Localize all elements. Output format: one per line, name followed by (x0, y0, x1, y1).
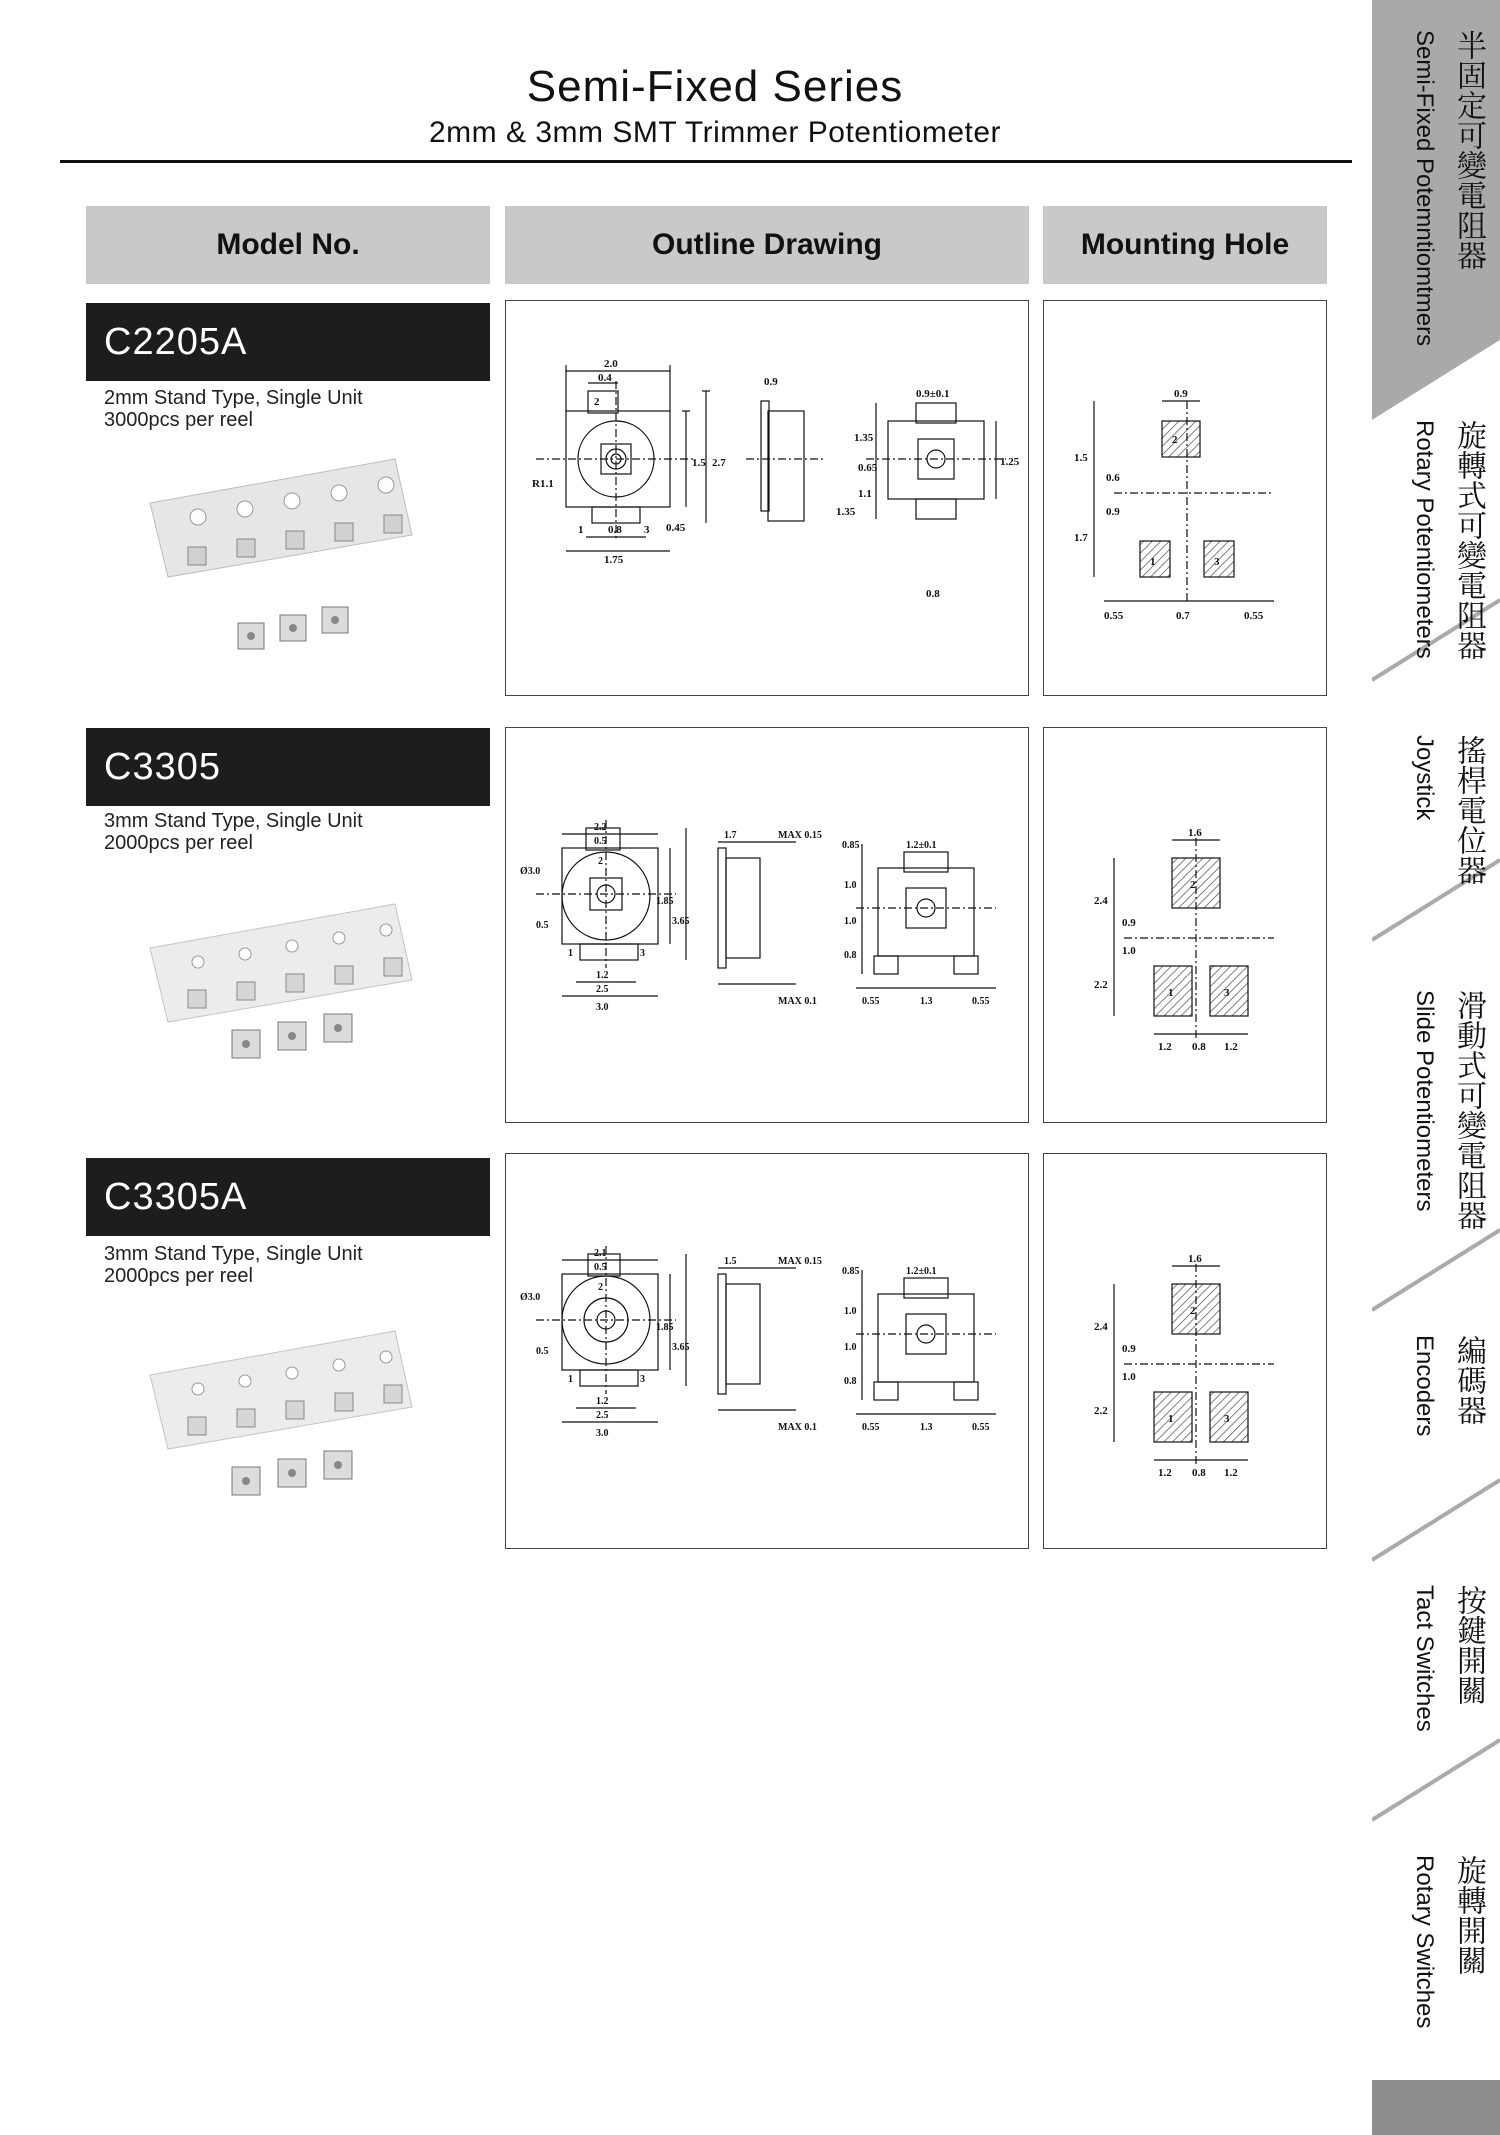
dim-label: 1.0 (844, 1306, 857, 1317)
dim-label: 1.2 (1224, 1041, 1238, 1053)
dim-label: 2 (1172, 434, 1178, 446)
tab-label-zh: 旋轉開關 (1451, 1855, 1486, 1975)
dim-label: 2.7 (712, 457, 726, 469)
dim-label: 2.5 (596, 984, 609, 995)
model-description (104, 1243, 363, 1287)
dim-label: 1.6 (1188, 827, 1202, 839)
description-line: 2mm Stand Type, Single Unit (104, 387, 363, 409)
dim-label: 1.0 (1122, 1371, 1136, 1383)
dim-label: 2 (598, 856, 603, 867)
dim-label: 1.85 (656, 1322, 674, 1333)
tab-label-zh: 半固定可變電阻器 (1451, 30, 1486, 270)
dim-label: 0.55 (862, 996, 880, 1007)
dim-label: 0.9±0.1 (916, 388, 950, 400)
dim-label: 0.9 (764, 376, 778, 388)
dim-label: 1.2±0.1 (906, 1266, 937, 1277)
side-tab-semi-fixed[interactable] (1372, 30, 1500, 420)
dim-label: 1.35 (854, 432, 874, 444)
dim-label: 2.4 (1094, 895, 1108, 907)
tab-label-en: Tact Switches (1411, 1585, 1438, 1732)
dim-label: 3 (1224, 1413, 1230, 1425)
dim-label: 0.8 (1192, 1467, 1206, 1479)
dim-label: Ø3.0 (520, 1292, 541, 1303)
dim-label: 1.0 (844, 880, 857, 891)
dim-label: 0.8 (844, 950, 857, 961)
side-tab-footer (1372, 2080, 1500, 2135)
product-photo-c2205a (140, 455, 430, 665)
dim-label: 1.75 (604, 554, 624, 566)
dim-label: 0.85 (842, 840, 860, 851)
title-rule (60, 160, 1352, 163)
dim-label: 1.1 (858, 488, 872, 500)
dim-label: 2.5 (596, 1410, 609, 1421)
dim-label: 0.5 (594, 836, 607, 847)
tab-label-zh: 按鍵開關 (1451, 1585, 1486, 1705)
dim-label: 1 (1168, 987, 1174, 999)
outline-column-header: Outline Drawing (505, 206, 1029, 284)
model-description (104, 810, 363, 854)
dim-label: 0.65 (858, 462, 878, 474)
dim-label: 2 (598, 1282, 603, 1293)
dim-label: 1.2 (596, 1396, 609, 1407)
dim-label: 1.2±0.1 (906, 840, 937, 851)
mounting-column-header: Mounting Hole (1043, 206, 1327, 284)
tab-label-en: Encoders (1411, 1335, 1438, 1437)
dim-label: 1.2 (1158, 1041, 1172, 1053)
dim-label: 1 (568, 948, 573, 959)
dim-label: 1.7 (1074, 532, 1088, 544)
dim-label: 2.4 (1094, 1321, 1108, 1333)
dim-label: 3.65 (672, 1342, 690, 1353)
tab-label-en: Semi-Fixed Potemntiomtmers (1411, 30, 1438, 347)
dim-label: 0.55 (862, 1422, 880, 1433)
dim-label: 1.3 (920, 1422, 933, 1433)
dim-label: 1.2 (1224, 1467, 1238, 1479)
dim-label: 2.1 (594, 1248, 607, 1259)
dim-label: 0.45 (666, 522, 686, 534)
dim-label: 2.2 (594, 822, 607, 833)
dim-label: 1.6 (1188, 1253, 1202, 1265)
dim-label: 3 (644, 524, 650, 536)
dim-label: 0.9 (1122, 1343, 1136, 1355)
dim-label: 1.0 (844, 1342, 857, 1353)
side-tab-strip (1372, 0, 1500, 2135)
dim-label: 1.0 (844, 916, 857, 927)
tab-label-zh: 旋轉式可變電阻器 (1451, 420, 1486, 660)
dim-label: 3.0 (596, 1002, 609, 1013)
side-tab-rotary-switches[interactable] (1372, 1855, 1500, 2075)
description-line: 2000pcs per reel (104, 832, 253, 854)
tab-label-zh: 滑動式可變電阻器 (1451, 990, 1486, 1230)
product-photo-c3305a (140, 1315, 430, 1525)
tab-label-zh: 編碼器 (1451, 1335, 1486, 1425)
dim-label: R1.1 (532, 478, 554, 490)
dim-label: 1 (578, 524, 584, 536)
outline-drawing-c2205a (505, 300, 1029, 696)
dim-label: 2 (594, 396, 600, 408)
dim-label: 0.8 (608, 524, 622, 536)
dim-label: 2 (1190, 879, 1196, 891)
dim-label: 0.5 (536, 1346, 549, 1357)
dim-label: 0.55 (972, 1422, 990, 1433)
description-line: 2000pcs per reel (104, 1265, 253, 1287)
dim-label: 3.65 (672, 916, 690, 927)
mounting-hole-c2205a (1043, 300, 1327, 696)
dim-label: 1 (1168, 1413, 1174, 1425)
dim-label: 1.2 (1158, 1467, 1172, 1479)
model-description (104, 387, 363, 431)
dim-label: 1.85 (656, 896, 674, 907)
dim-label: 1.3 (920, 996, 933, 1007)
dim-label: 0.9 (1106, 506, 1120, 518)
side-tab-rotary-potentiometers[interactable] (1372, 420, 1500, 690)
dim-label: 3 (640, 948, 645, 959)
dim-label: 0.85 (842, 1266, 860, 1277)
dim-label: 0.7 (1176, 610, 1190, 622)
mounting-hole-c3305a (1043, 1153, 1327, 1549)
model-number-c3305a: C3305A (86, 1158, 490, 1236)
tab-label-en: Rotary Switches (1411, 1855, 1438, 2029)
dim-label: 0.9 (1174, 388, 1188, 400)
dim-label: MAX 0.1 (778, 996, 817, 1007)
dim-label: 0.5 (594, 1262, 607, 1273)
dim-label: MAX 0.1 (778, 1422, 817, 1433)
dim-label: 0.55 (972, 996, 990, 1007)
tab-label-en: Joystick (1411, 735, 1438, 821)
dim-label: 3 (640, 1374, 645, 1385)
dim-label: 1 (1150, 556, 1156, 568)
dim-label: MAX 0.15 (778, 830, 822, 841)
dim-label: 3 (1224, 987, 1230, 999)
dim-label: 0.8 (844, 1376, 857, 1387)
dim-label: 1.5 (724, 1256, 737, 1267)
dim-label: 3.0 (596, 1428, 609, 1439)
description-line: 3mm Stand Type, Single Unit (104, 810, 363, 832)
dim-label: MAX 0.15 (778, 1256, 822, 1267)
side-tab-joystick[interactable] (1372, 735, 1500, 935)
description-line: 3mm Stand Type, Single Unit (104, 1243, 363, 1265)
side-tab-tact-switches[interactable] (1372, 1585, 1500, 1805)
mounting-hole-c3305 (1043, 727, 1327, 1123)
dim-label: 1.5 (692, 457, 706, 469)
dim-label: 1.25 (1000, 456, 1020, 468)
dim-label: 1.5 (1074, 452, 1088, 464)
dim-label: 0.55 (1104, 610, 1124, 622)
dim-label: 0.55 (1244, 610, 1264, 622)
dim-label: 2.2 (1094, 1405, 1108, 1417)
dim-label: 0.9 (1122, 917, 1136, 929)
tab-label-en: Slide Potentiometers (1411, 990, 1438, 1212)
dim-label: 3 (1214, 556, 1220, 568)
dim-label: 1.7 (724, 830, 737, 841)
dim-label: 1.2 (596, 970, 609, 981)
dim-label: Ø3.0 (520, 866, 541, 877)
dim-label: 0.4 (598, 372, 612, 384)
outline-drawing-c3305a (505, 1153, 1029, 1549)
tab-label-zh: 搖桿電位器 (1451, 735, 1486, 885)
dim-label: 0.6 (1106, 472, 1120, 484)
dim-label: 2.0 (604, 358, 618, 370)
side-tab-encoders[interactable] (1372, 1335, 1500, 1535)
page-title: Semi-Fixed Series (526, 62, 904, 111)
dim-label: 0.8 (926, 588, 940, 600)
model-number-c3305: C3305 (86, 728, 490, 806)
outline-drawing-c3305 (505, 727, 1029, 1123)
side-tab-slide-potentiometers[interactable] (1372, 990, 1500, 1290)
dim-label: 1 (568, 1374, 573, 1385)
model-number-c2205a: C2205A (86, 303, 490, 381)
dim-label: 2.2 (1094, 979, 1108, 991)
dim-label: 0.8 (1192, 1041, 1206, 1053)
tab-label-en: Rotary Potentiometers (1411, 420, 1438, 659)
model-column-header: Model No. (86, 206, 490, 284)
dim-label: 1.0 (1122, 945, 1136, 957)
dim-label: 2 (1190, 1305, 1196, 1317)
page-subtitle: 2mm & 3mm SMT Trimmer Potentiometer (428, 116, 1002, 149)
dim-label: 0.5 (536, 920, 549, 931)
description-line: 3000pcs per reel (104, 409, 253, 431)
product-photo-c3305 (140, 880, 430, 1090)
dim-label: 1.35 (836, 506, 856, 518)
